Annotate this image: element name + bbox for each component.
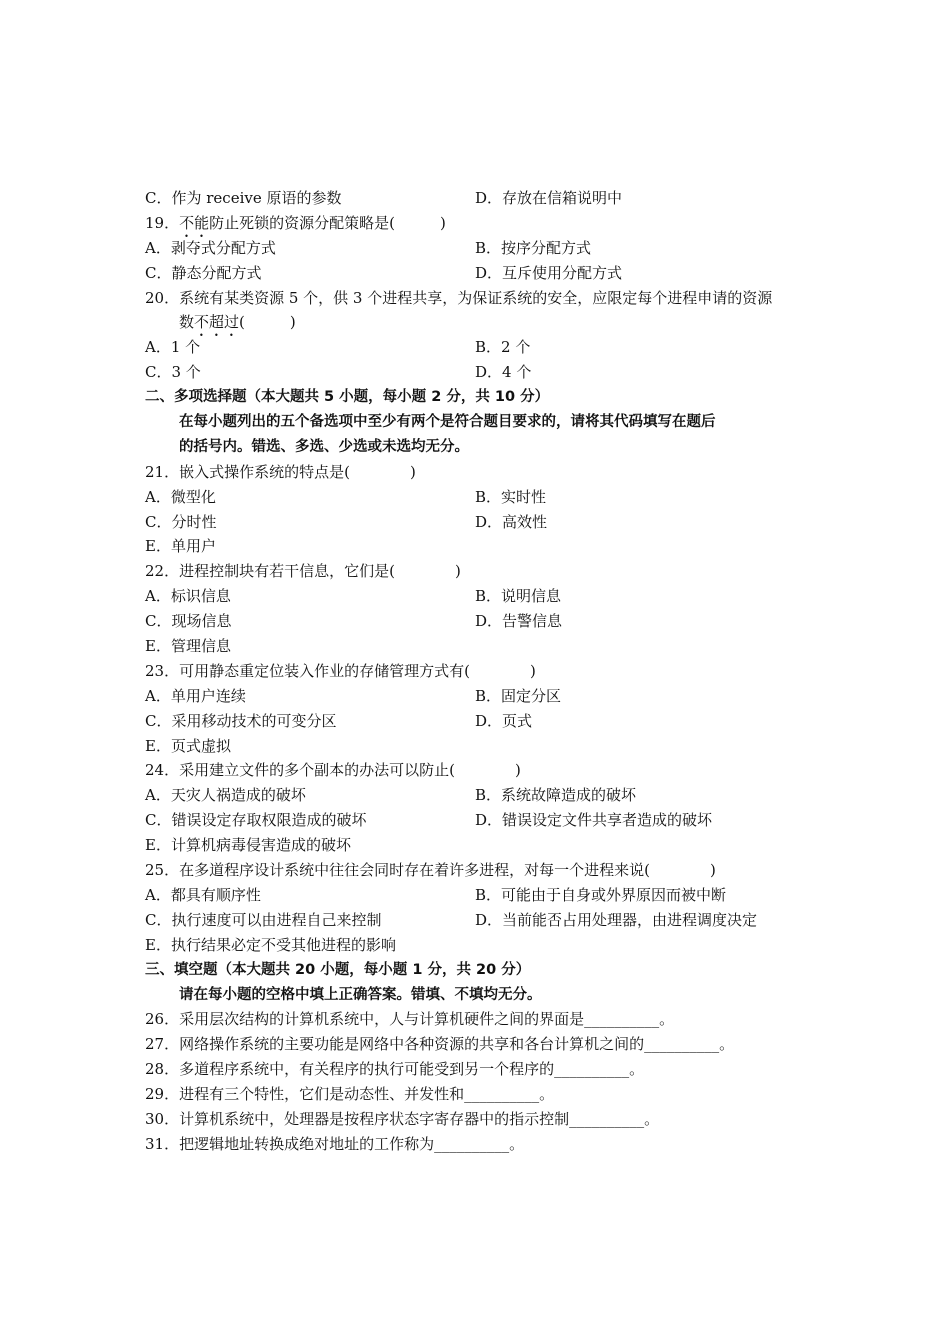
section3-instruction: 请在每小题的空格中填上正确答案。错填、不填均无分。 xyxy=(179,986,542,1003)
q20-option-d: D．4 个 xyxy=(475,363,532,382)
q31-fill: 31．把逻辑地址转换成绝对地址的工作称为__________。 xyxy=(145,1134,525,1153)
q23-option-d: D．页式 xyxy=(475,711,533,730)
q25-option-b: B．可能由于自身或外界原因而被中断 xyxy=(475,885,727,904)
q23-options-row-2 xyxy=(145,709,825,734)
q19-stem xyxy=(145,211,825,236)
q20-options-row-1 xyxy=(145,335,825,360)
q21-stem: 21．嵌入式操作系统的特点是( ) xyxy=(145,462,416,481)
q29-fill: 29．进程有三个特性，它们是动态性、并发性和__________。 xyxy=(145,1085,555,1104)
q20-options-row-2 xyxy=(145,360,825,385)
q23-option-c: C．采用移动技术的可变分区 xyxy=(145,711,337,730)
q22-stem: 22．进程控制块有若干信息，它们是( ) xyxy=(145,562,461,581)
q24-stem: 24．采用建立文件的多个副本的办法可以防止( ) xyxy=(145,761,521,780)
q24-option-b: B．系统故障造成的破坏 xyxy=(475,786,637,805)
q19-number: 19． xyxy=(145,213,180,232)
q25-option-c: C．执行速度可以由进程自己来控制 xyxy=(145,910,382,929)
q24-option-d: D．错误设定文件共享者造成的破坏 xyxy=(475,811,713,830)
q21-option-a: A．微型化 xyxy=(145,487,216,506)
q25-option-e: E．执行结果必定不受其他进程的影响 xyxy=(145,935,396,954)
q22-options-row-1 xyxy=(145,584,825,609)
q26-fill: 26．采用层次结构的计算机系统中，人与计算机硬件之间的界面是__________。 xyxy=(145,1010,675,1029)
q21-options-row-1 xyxy=(145,485,825,510)
q20-stem-pre: 数 xyxy=(179,313,195,332)
q25-option-d: D．当前能否占用处理器，由进程调度决定 xyxy=(475,910,758,929)
q20-option-b: B．2 个 xyxy=(475,338,531,357)
q24-option-e: E．计算机病毒侵害造成的破坏 xyxy=(145,836,351,855)
q22-option-e: E．管理信息 xyxy=(145,637,231,656)
q24-option-c: C．错误设定存取权限造成的破坏 xyxy=(145,811,367,830)
q19-emphasis: 不能 xyxy=(179,213,210,232)
q19-options-row-2 xyxy=(145,261,825,286)
q18-options-row xyxy=(145,186,825,211)
q22-options-row-2 xyxy=(145,609,825,634)
q20-stem-text: 20．系统有某类资源 5 个，供 3 个进程共享，为保证系统的安全，应限定每个进程申请的资源 xyxy=(145,288,773,307)
q18-option-c: C．作为 receive 原语的参数 xyxy=(145,189,342,207)
q24-options-row-2 xyxy=(145,808,825,833)
q19-option-d: D．互斥使用分配方式 xyxy=(475,263,623,282)
q20-stem-post: ( ) xyxy=(239,313,296,332)
q20-emphasis: 不超过 xyxy=(194,313,240,332)
q18-option-d: D．存放在信箱说明中 xyxy=(475,189,623,207)
q19-option-c: C．静态分配方式 xyxy=(145,263,262,282)
q22-option-d: D．告警信息 xyxy=(475,612,563,631)
section3-title: 三、填空题（本大题共 20 小题，每小题 1 分，共 20 分） xyxy=(145,961,531,978)
q28-fill: 28．多道程序系统中，有关程序的执行可能受到另一个程序的__________。 xyxy=(145,1060,645,1079)
section2-title: 二、多项选择题（本大题共 5 小题，每小题 2 分，共 10 分） xyxy=(145,389,550,406)
q20-option-a: A．1 个 xyxy=(145,338,201,357)
q25-stem: 25．在多道程序设计系统中往往会同时存在着许多进程，对每一个进程来说( ) xyxy=(145,861,716,880)
q19-stem-text: 防止死锁的资源分配策略是( ) xyxy=(209,213,446,232)
q21-option-d: D．高效性 xyxy=(475,512,548,531)
q20-stem-line-1 xyxy=(145,286,825,311)
q19-options-row-1 xyxy=(145,236,825,261)
q21-option-e: E．单用户 xyxy=(145,537,216,556)
q22-option-b: B．说明信息 xyxy=(475,587,562,606)
q19-option-a: A．剥夺式分配方式 xyxy=(145,238,276,257)
q23-option-e: E．页式虚拟 xyxy=(145,736,231,755)
q23-stem: 23．可用静态重定位装入作业的存储管理方式有( ) xyxy=(145,661,536,680)
q23-options-row-1 xyxy=(145,684,825,709)
q21-options-row-2 xyxy=(145,510,825,535)
q22-option-c: C．现场信息 xyxy=(145,612,232,631)
exam-page xyxy=(145,186,825,1157)
q23-option-a: A．单用户连续 xyxy=(145,686,246,705)
q25-option-a: A．都具有顺序性 xyxy=(145,885,261,904)
q30-fill: 30．计算机系统中，处理器是按程序状态字寄存器中的指示控制__________。 xyxy=(145,1109,660,1128)
q25-options-row-1 xyxy=(145,883,825,908)
q21-option-c: C．分时性 xyxy=(145,512,217,531)
section2-instruction-1: 在每小题列出的五个备选项中至少有两个是符合题目要求的，请将其代码填写在题后 xyxy=(179,414,716,431)
section2-instruction-2: 的括号内。错选、多选、少选或未选均无分。 xyxy=(179,438,469,455)
q24-options-row-1 xyxy=(145,783,825,808)
q20-option-c: C．3 个 xyxy=(145,363,201,382)
q27-fill: 27．网络操作系统的主要功能是网络中各种资源的共享和各台计算机之间的__________。 xyxy=(145,1035,735,1054)
q22-option-a: A．标识信息 xyxy=(145,587,231,606)
q21-option-b: B．实时性 xyxy=(475,487,547,506)
q25-options-row-2 xyxy=(145,908,825,933)
q24-option-a: A．天灾人祸造成的破坏 xyxy=(145,786,306,805)
q19-option-b: B．按序分配方式 xyxy=(475,238,592,257)
q20-stem-line-2 xyxy=(145,310,825,335)
q23-option-b: B．固定分区 xyxy=(475,686,562,705)
